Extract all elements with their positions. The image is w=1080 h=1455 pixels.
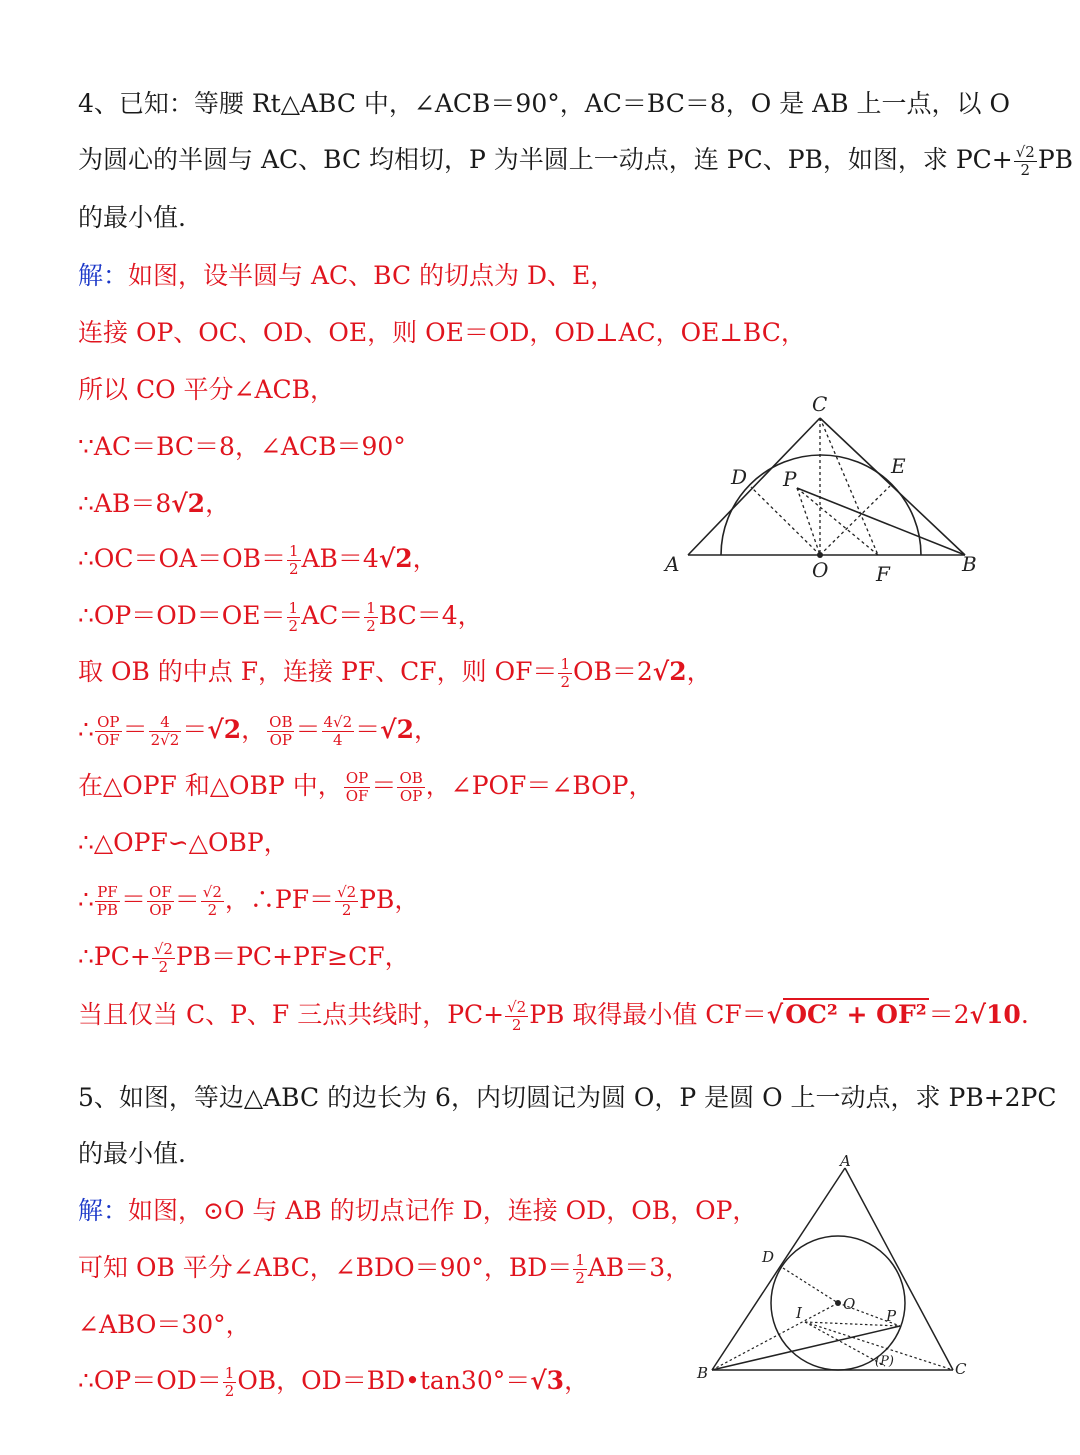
solution4-line5: ∴AB＝8√2， (78, 489, 231, 518)
solution4-line2: 连接 OP、OC、OD、OE，则 OE＝OD，OD⊥AC，OE⊥BC， (78, 318, 806, 347)
solution4-line1: 解：如图，设半圆与 AC、BC 的切点为 D、E， (78, 261, 616, 290)
solution4-line14: 当且仅当 C、P、F 三点共线时，PC+ $\frac{√2}{2}$ PB 取得最小值 CF＝√OC² + OF²＝2√10. (78, 998, 1029, 1034)
solution4-line13: ∴PC+ $\frac{√2}{2}$ PB＝PC+PF≥CF， (78, 940, 410, 976)
solution4-line11: ∴△OPF∽△OBP， (78, 828, 289, 857)
label-f: F (876, 562, 890, 586)
solution4-line10: 在△OPF 和△OBP 中， $\frac{OP}{OF}$ ＝ $\frac{OB}{OP}$ ，∠POF＝∠BOP， (78, 769, 654, 805)
problem4-line3: 的最小值. (78, 203, 186, 232)
solution5-line3: ∠ABO＝30°， (78, 1310, 251, 1339)
solution4-line7: ∴OP＝OD＝OE＝ $\frac{1}{2}$ AC＝ $\frac{1}{2}$ BC＝4， (78, 599, 483, 635)
solution4-line9: ∴ $\frac{OP}{OF}$ ＝ $\frac{4}{2√2}$ ＝√2， $\frac{OB}{OP}$ ＝ $\frac{4√2}{4}$ ＝√2， (78, 713, 440, 749)
solution-label: 解： (78, 1196, 129, 1225)
solution4-line12: ∴ $\frac{PF}{PB}$ ＝ $\frac{OF}{OP}$ ＝ $\frac{√2}{2}$ ，∴PF＝ $\frac{√2}{2}$ PB， (78, 883, 420, 919)
solution5-line1: 解：如图，⊙O 与 AB 的切点记作 D，连接 OD，OB，OP， (78, 1196, 758, 1225)
solution4-line4: ∵AC＝BC＝8，∠ACB＝90° (78, 432, 406, 461)
problem4-line2: 为圆心的半圆与 AC、BC 均相切，P 为半圆上一动点，连 PC、PB，如图，求 PC+ $\frac{√2}{2}$ PB (78, 143, 1074, 179)
figure-problem5 (690, 1148, 980, 1388)
solution5-line2: 可知 OB 平分∠ABC，∠BDO＝90°，BD＝ $\frac{1}{2}$ AB＝3， (78, 1251, 691, 1287)
solution5-line4: ∴OP＝OD＝ $\frac{1}{2}$ OB，OD＝BD•tan30°＝√3， (78, 1364, 590, 1400)
problem5-line1: 5、如图，等边△ABC 的边长为 6，内切圆记为圆 O，P 是圆 O 上一动点，求 PB+2PC (78, 1083, 1057, 1112)
solution4-line3: 所以 CO 平分∠ACB， (78, 375, 336, 404)
label-p-alt: (P) (875, 1354, 894, 1369)
label-c: C (955, 1360, 967, 1378)
solution4-line6: ∴OC＝OA＝OB＝ $\frac{1}{2}$ AB＝4√2， (78, 542, 438, 578)
label-o: O (812, 558, 829, 582)
figure-problem4 (655, 385, 1000, 590)
label-b: B (697, 1364, 709, 1382)
label-p: P (783, 467, 797, 491)
label-d: D (762, 1248, 775, 1266)
label-a: A (840, 1152, 851, 1170)
label-c: C (812, 392, 828, 416)
label-i: I (796, 1304, 802, 1322)
label-o: O (843, 1295, 856, 1313)
label-d: D (731, 465, 748, 489)
label-e: E (891, 454, 906, 478)
label-a: A (665, 552, 680, 576)
solution-label: 解： (78, 261, 129, 290)
fraction: $\frac{√2}{2}$ (1015, 143, 1035, 179)
label-p: P (886, 1307, 897, 1325)
label-b: B (962, 552, 977, 576)
problem5-line2: 的最小值. (78, 1139, 186, 1168)
solution4-line8: 取 OB 的中点 F，连接 PF、CF，则 OF＝ $\frac{1}{2}$ OB＝2√2， (78, 655, 712, 691)
problem4-line1: 4、已知：等腰 Rt△ABC 中，∠ACB＝90°，AC＝BC＝8，O 是 AB 上一点，以 O (78, 89, 1010, 118)
